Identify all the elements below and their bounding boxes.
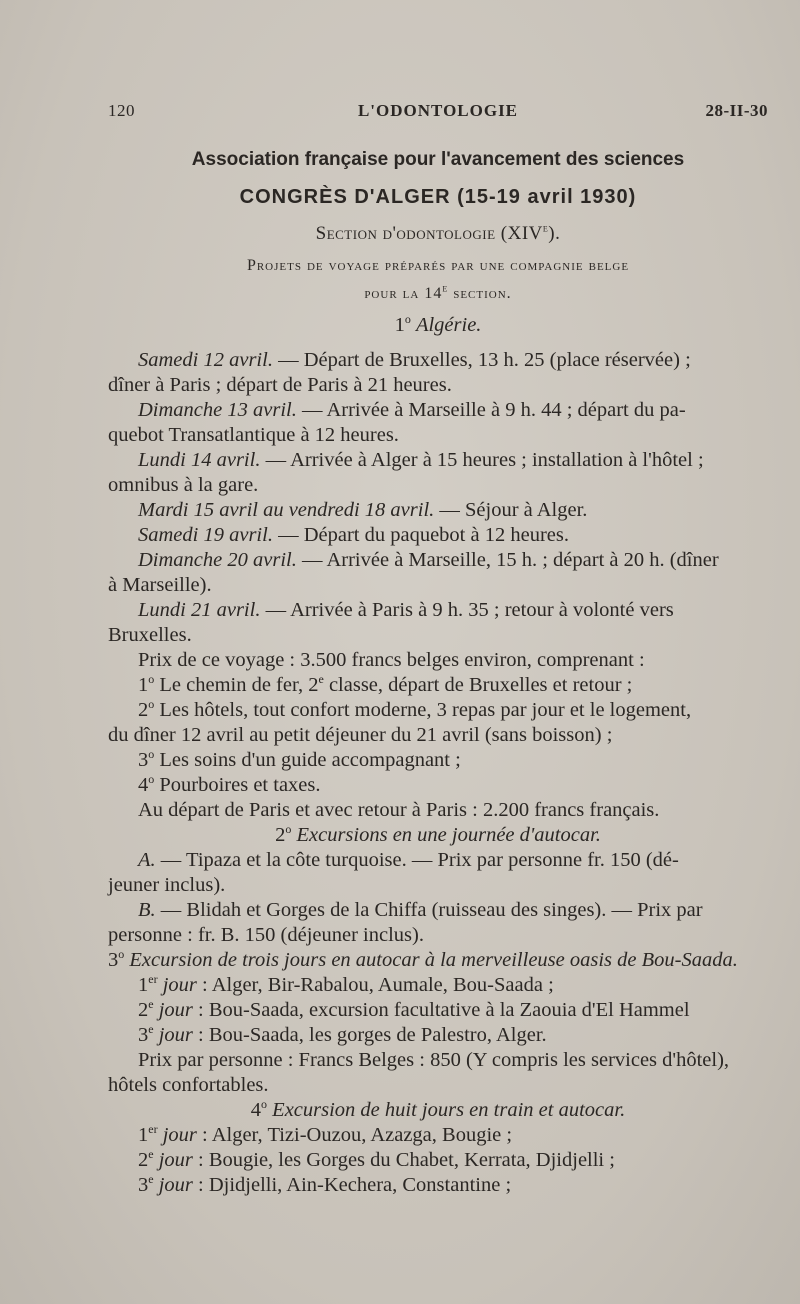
excursion-b-cont: personne : fr. B. 150 (déjeuner inclus). (108, 924, 424, 946)
trois-jour-1: 1er jour : Alger, Bir-Rabalou, Aumale, Bou-Saada ; (138, 972, 554, 996)
itinerary-cont: dîner à Paris ; départ de Paris à 21 heures. (108, 374, 452, 396)
itinerary-day: Lundi 14 avril. — Arrivée à Alger à 15 heures ; installation à l'hôtel ; (138, 449, 704, 471)
page-number: 120 (108, 101, 135, 120)
trois-prix: Prix par personne : Francs Belges : 850 (Y compris les services d'hôtel), (138, 1049, 730, 1071)
prix-depart: Au départ de Paris et avec retour à Paris : 2.200 francs français. (138, 799, 660, 821)
itinerary-cont: quebot Transatlantique à 12 heures. (108, 424, 399, 446)
itinerary-day: Samedi 19 avril. — Départ du paquebot à 12 heures. (138, 524, 569, 546)
projets-heading-2: pour la 14e section. (364, 280, 512, 302)
itinerary-day: Mardi 15 avril au vendredi 18 avril. — Séjour à Alger. (138, 499, 588, 521)
algerie-heading: 1$^o$ Algérie. (394, 312, 482, 336)
section-heading: Section d'odontologie (XIVe). (315, 220, 561, 244)
trois-jour-2: 2e jour : Bou-Saada, excursion facultative à la Zaouia d'El Hammel (138, 997, 690, 1021)
huit-jours-heading: 4$^o$ Excursion de huit jours en train et autocar. (250, 1097, 626, 1121)
trois-jours-heading: 3$^o$ Excursion de trois jours en autocar à la merveilleuse oasis de Bou-Saada. (108, 947, 738, 971)
prix-item: 4$^o$ Pourboires et taxes. (138, 772, 321, 796)
prix-intro: Prix de ce voyage : 3.500 francs belges environ, comprenant : (138, 649, 645, 671)
prix-item: 2$^o$ Les hôtels, tout confort moderne, 3 repas par jour et le logement, (138, 697, 692, 721)
projets-heading-1: Projets de voyage préparés par une compagnie belge (246, 257, 630, 274)
itinerary-cont: omnibus à la gare. (108, 474, 259, 496)
trois-jour-3: 3e jour : Bou-Saada, les gorges de Palestro, Alger. (138, 1022, 547, 1046)
association-heading: Association française pour l'avancement des sciences (191, 149, 685, 170)
article-body (108, 142, 768, 1198)
prix-item: 3$^o$ Les soins d'un guide accompagnant ; (138, 747, 461, 771)
issue-date: 28-II-30 (705, 101, 768, 120)
prix-item-cont: du dîner 12 avril au petit déjeuner du 21 avril (sans boisson) ; (108, 724, 613, 746)
prix-item: 1$^o$ Le chemin de fer, 2e classe, départ de Bruxelles et retour ; (138, 672, 633, 696)
itinerary-cont: à Marseille). (108, 574, 212, 596)
huit-jour-2: 2e jour : Bougie, les Gorges du Chabet, Kerrata, Djidjelli ; (138, 1147, 615, 1171)
congres-heading: CONGRÈS D'ALGER (15-19 avril 1930) (239, 186, 637, 208)
trois-prix-cont: hôtels confortables. (108, 1074, 269, 1096)
itinerary-day: Dimanche 20 avril. — Arrivée à Marseille, 15 h. ; départ à 20 h. (dîner (138, 549, 719, 571)
excursion-b: B. — Blidah et Gorges de la Chiffa (ruisseau des singes). — Prix par (138, 899, 703, 921)
excursion-a: A. — Tipaza et la côte turquoise. — Prix par personne fr. 150 (dé- (138, 849, 679, 871)
itinerary-day: Samedi 12 avril. — Départ de Bruxelles, 13 h. 25 (place réservée) ; (138, 349, 691, 371)
itinerary-day: Dimanche 13 avril. — Arrivée à Marseille à 9 h. 44 ; départ du pa- (138, 399, 686, 421)
journal-title: L'ODONTOLOGIE (357, 101, 519, 120)
excursion-a-cont: jeuner inclus). (108, 874, 226, 896)
itinerary-day: Lundi 21 avril. — Arrivée à Paris à 9 h. 35 ; retour à volonté vers (138, 599, 674, 621)
huit-jour-1: 1er jour : Alger, Tizi-Ouzou, Azazga, Bougie ; (138, 1122, 513, 1146)
huit-jour-3: 3e jour : Djidjelli, Ain-Kechera, Constantine ; (138, 1172, 512, 1196)
excursions-heading: 2$^o$ Excursions en une journée d'autocar. (275, 822, 601, 846)
itinerary-cont: Bruxelles. (108, 624, 192, 646)
